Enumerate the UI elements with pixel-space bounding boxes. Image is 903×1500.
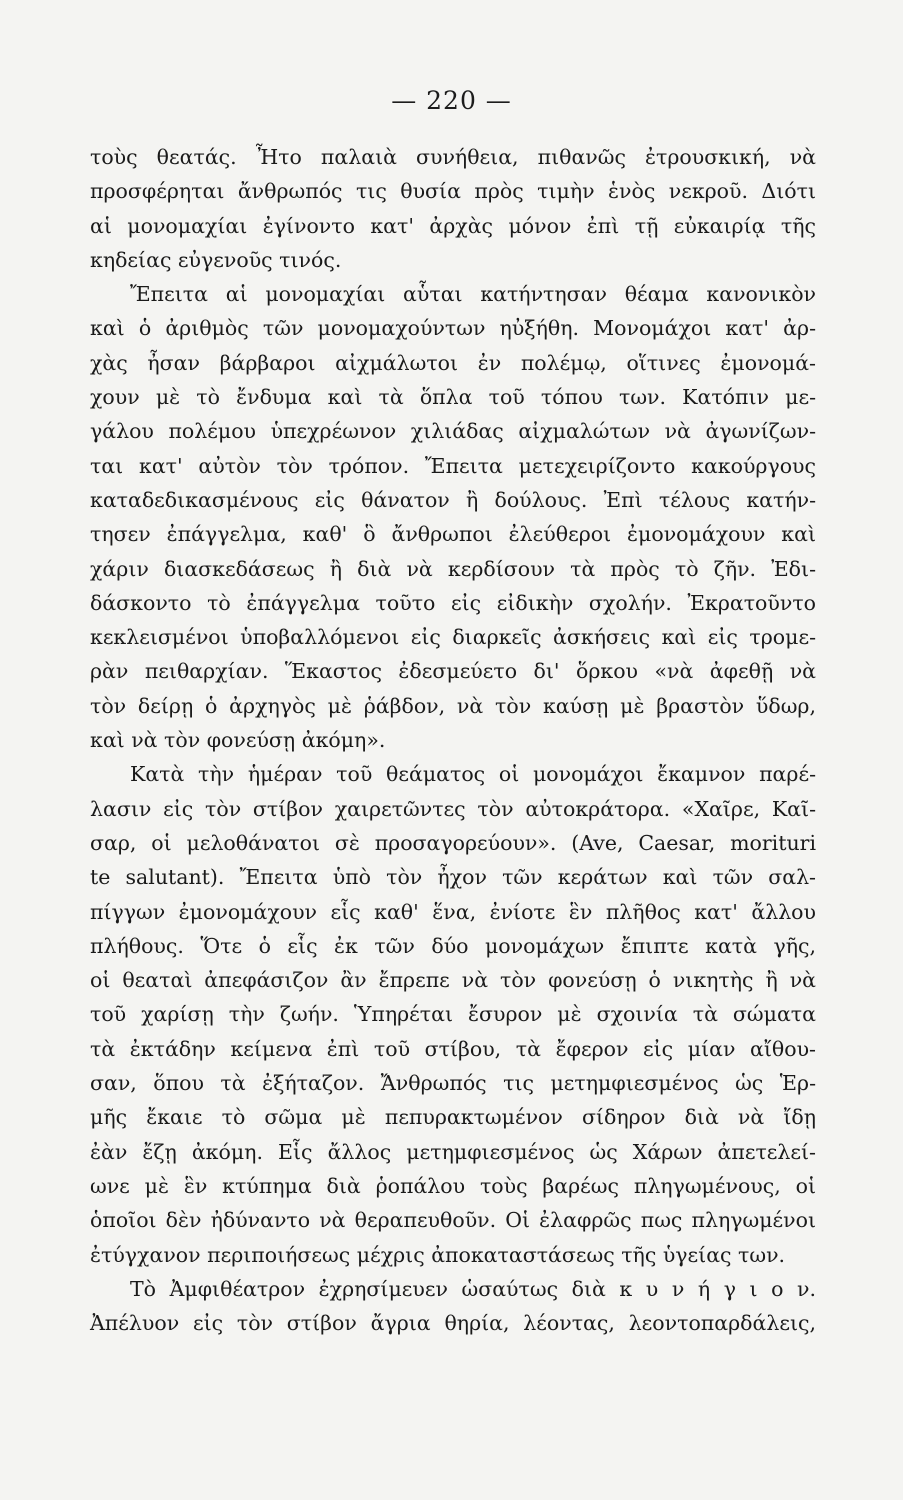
- text-line: Τὸ Ἀμφιθέατρον ἐχρησίμευεν ὡσαύτως διὰ κ υ ν ή γ ι ο ν.: [130, 1276, 816, 1301]
- text-line: μῆς ἔκαιε τὸ σῶμα μὲ πεπυρακτωμένον σίδηρον διὰ νὰ ἴδῃ: [90, 1105, 816, 1130]
- text-line: καὶ νὰ τὸν φονεύσῃ ἀκόμη».: [90, 728, 386, 753]
- text-line: τησεν ἐπάγγελμα, καθ' ὃ ἄνθρωποι ἐλεύθεροι ἐμονομάχουν καὶ: [90, 522, 816, 547]
- text-line: πλήθους. Ὅτε ὁ εἷς ἐκ τῶν δύο μονομάχων ἔπιπτε κατὰ γῆς,: [90, 933, 816, 958]
- text-line: Ἀπέλυον εἰς τὸν στίβον ἄγρια θηρία, λέοντας, λεοντοπαρδάλεις,: [90, 1311, 816, 1336]
- page-number: — 220 —: [391, 86, 512, 115]
- text-line: γάλου πολέμου ὑπεχρέωνον χιλιάδας αἰχμαλώτων νὰ ἀγωνίζων-: [90, 419, 816, 444]
- text-line: σαρ, οἱ μελοθάνατοι σὲ προσαγορεύουν». (Ave, Caesar, morituri: [90, 830, 816, 855]
- text-line: τὰ ἐκτάδην κείμενα ἐπὶ τοῦ στίβου, τὰ ἔφερον εἰς μίαν αἴθου-: [90, 1036, 816, 1061]
- text-line: ωνε μὲ ἓν κτύπημα διὰ ῥοπάλου τοὺς βαρέως πληγωμένους, οἱ: [90, 1173, 816, 1198]
- text-line: ἐὰν ἔζῃ ἀκόμη. Εἷς ἄλλος μετημφιεσμένος ὡς Χάρων ἀπετελεί-: [90, 1139, 816, 1164]
- text-line: προσφέρηται ἄνθρωπός τις θυσία πρὸς τιμὴν ἑνὸς νεκροῦ. Διότι: [90, 179, 816, 204]
- text-line: δάσκοντο τὸ ἐπάγγελμα τοῦτο εἰς εἰδικὴν σχολήν. Ἐκρατοῦντο: [90, 590, 816, 615]
- text-line: χάριν διασκεδάσεως ἢ διὰ νὰ κερδίσουν τὰ πρὸς τὸ ζῆν. Ἐδι-: [90, 556, 816, 581]
- text-line: χὰς ἦσαν βάρβαροι αἰχμάλωτοι ἐν πολέμῳ, οἵτινες ἐμονομά-: [90, 350, 816, 375]
- text-line: οἱ θεαταὶ ἀπεφάσιζον ἂν ἔπρεπε νὰ τὸν φονεύσῃ ὁ νικητὴς ἢ νὰ: [90, 968, 816, 993]
- text-line: ται κατ' αὐτὸν τὸν τρόπον. Ἔπειτα μετεχειρίζοντο κακούργους: [90, 453, 816, 478]
- text-line: ἐτύγχανον περιποιήσεως μέχρις ἀποκαταστάσεως τῆς ὑγείας των.: [90, 1242, 786, 1267]
- text-line: τὸν δείρῃ ὁ ἀρχηγὸς μὲ ῥάβδον, νὰ τὸν καύσῃ μὲ βραστὸν ὕδωρ,: [90, 693, 816, 718]
- text-line: λασιν εἰς τὸν στίβον χαιρετῶντες τὸν αὐτοκράτορα. «Χαῖρε, Καῖ-: [90, 796, 816, 821]
- text-line: πίγγων ἐμονομάχουν εἷς καθ' ἕνα, ἐνίοτε ἓν πλῆθος κατ' ἄλλου: [90, 899, 816, 924]
- text-line: καὶ ὁ ἀριθμὸς τῶν μονομαχούντων ηὐξήθη. Μονομάχοι κατ' ἀρ-: [90, 316, 816, 341]
- text-line: te salutant). Ἔπειτα ὑπὸ τὸν ἦχον τῶν κεράτων καὶ τῶν σαλ-: [90, 865, 816, 890]
- body-text: [90, 140, 816, 1340]
- text-line: Κατὰ τὴν ἡμέραν τοῦ θεάματος οἱ μονομάχοι ἔκαμνον παρέ-: [130, 762, 816, 787]
- text-line: Ἔπειτα αἱ μονομαχίαι αὗται κατήντησαν θέαμα κανονικὸν: [130, 282, 816, 307]
- text-line: κηδείας εὐγενοῦς τινός.: [90, 247, 342, 272]
- text-line: τοὺς θεατάς. Ἦτο παλαιὰ συνήθεια, πιθανῶς ἐτρουσκική, νὰ: [90, 145, 816, 169]
- text-line: σαν, ὅπου τὰ ἐξήταζον. Ἄνθρωπός τις μετημφιεσμένος ὡς Ἑρ-: [90, 1071, 816, 1096]
- text-line: ρὰν πειθαρχίαν. Ἕκαστος ἐδεσμεύετο δι' ὅρκου «νὰ ἀφεθῇ νὰ: [90, 659, 816, 684]
- text-line: χουν μὲ τὸ ἔνδυμα καὶ τὰ ὅπλα τοῦ τόπου των. Κατόπιν με-: [90, 385, 816, 410]
- text-line: αἱ μονομαχίαι ἐγίνοντο κατ' ἀρχὰς μόνον ἐπὶ τῇ εὐκαιρίᾳ τῆς: [90, 213, 816, 238]
- text-line: τοῦ χαρίσῃ τὴν ζωήν. Ὑπηρέται ἔσυρον μὲ σχοινία τὰ σώματα: [90, 1002, 816, 1027]
- text-line: καταδεδικασμένους εἰς θάνατον ἢ δούλους. Ἐπὶ τέλους κατήν-: [90, 487, 816, 512]
- text-line: κεκλεισμένοι ὑποβαλλόμενοι εἰς διαρκεῖς ἀσκήσεις καὶ εἰς τρομε-: [90, 625, 816, 650]
- text-line: ὁποῖοι δὲν ἠδύναντο νὰ θεραπευθοῦν. Οἱ ἐλαφρῶς πως πληγωμένοι: [90, 1208, 816, 1233]
